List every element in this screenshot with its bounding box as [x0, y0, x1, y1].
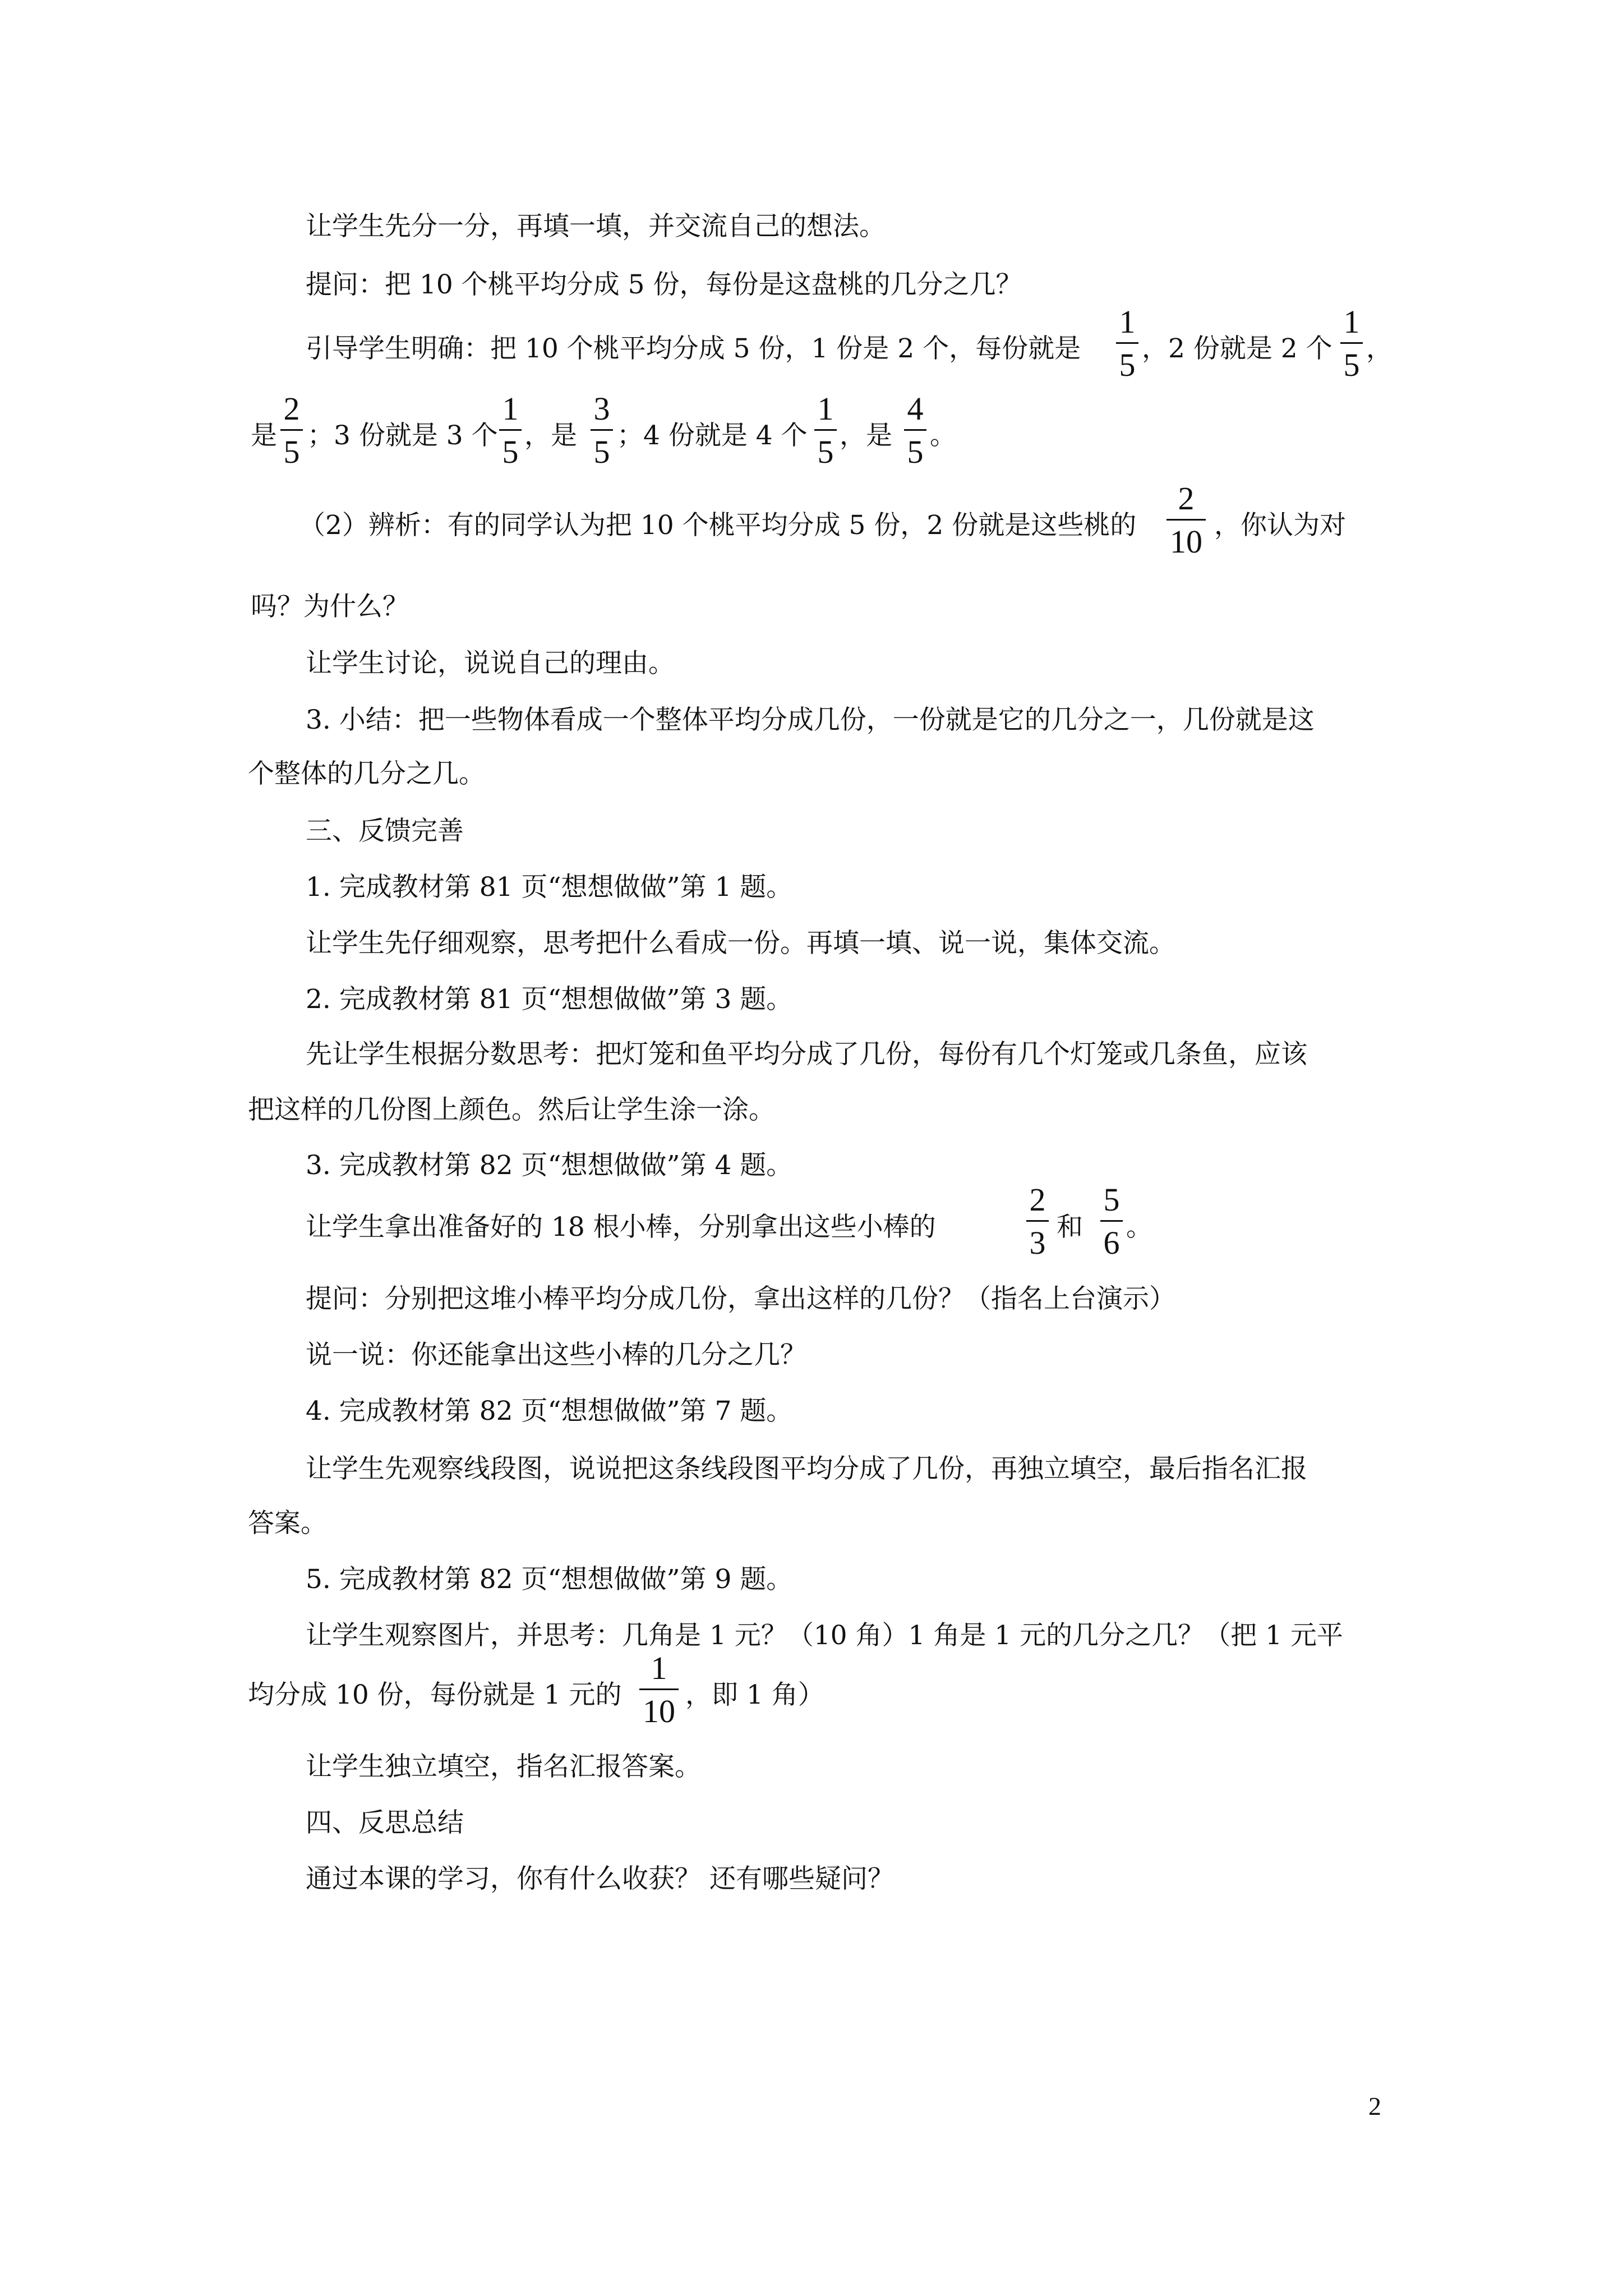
paragraph-line: 个整体的几分之几。: [248, 758, 485, 789]
paragraph-line: 让学生讨论，说说自己的理由。: [306, 648, 675, 679]
paragraph-line: ，是: [524, 420, 577, 451]
paragraph-line: ，你认为对: [1214, 510, 1346, 541]
fraction: [1116, 303, 1138, 383]
fraction: [1100, 1181, 1123, 1261]
fraction-bar: [814, 429, 837, 431]
paragraph-line: 提问：分别把这堆小棒平均分成几份，拿出这样的几份？（指名上台演示）: [306, 1283, 1175, 1314]
fraction: [280, 390, 303, 470]
paragraph-line: ；4 份就是 4 个: [617, 420, 808, 451]
fraction-numerator: 2: [283, 390, 300, 427]
fraction: [814, 390, 837, 470]
paragraph-line: 把这样的几份图上颜色。然后让学生涂一涂。: [248, 1094, 775, 1125]
fraction-denominator: 10: [643, 1693, 675, 1729]
paragraph-line: ，即 1 角）: [685, 1680, 824, 1710]
paragraph-line: 2. 完成教材第 81 页“想想做做”第 3 题。: [306, 984, 793, 1015]
fraction-denominator: 5: [502, 434, 519, 470]
paragraph-line: 4. 完成教材第 82 页“想想做做”第 7 题。: [306, 1396, 793, 1427]
fraction-bar: [639, 1688, 679, 1690]
fraction: [904, 390, 926, 470]
paragraph-line: ，是: [840, 420, 892, 451]
fraction-numerator: 1: [817, 390, 834, 427]
page-number: 2: [1368, 2092, 1381, 2120]
paragraph-line: 让学生拿出准备好的 18 根小棒，分别拿出这些小棒的: [306, 1212, 936, 1243]
fraction: [1166, 482, 1206, 558]
fraction-numerator: 1: [1343, 303, 1360, 340]
fraction-numerator: 3: [593, 390, 610, 427]
paragraph-line: ，: [1366, 333, 1393, 364]
paragraph-line: 和: [1057, 1212, 1083, 1243]
fraction-bar: [1100, 1220, 1123, 1222]
fraction-bar: [1166, 519, 1206, 521]
paragraph-line: （2）辨析：有的同学认为把 10 个桃平均分成 5 份，2 份就是这些桃的: [299, 510, 1137, 541]
paragraph-line: 让学生先观察线段图，说说把这条线段图平均分成了几份，再独立填空，最后指名汇报: [306, 1453, 1307, 1484]
fraction-numerator: 4: [907, 390, 924, 427]
paragraph-line: 5. 完成教材第 82 页“想想做做”第 9 题。: [306, 1564, 793, 1595]
paragraph-line: 先让学生根据分数思考：把灯笼和鱼平均分成了几份，每份有几个灯笼或几条鱼，应该: [306, 1039, 1307, 1070]
fraction-numerator: 2: [1178, 480, 1195, 517]
paragraph-line: 均分成 10 份，每份就是 1 元的: [248, 1680, 622, 1710]
paragraph-line: 让学生独立填空，指名汇报答案。: [306, 1751, 701, 1782]
fraction-bar: [1116, 342, 1138, 344]
fraction-denominator: 5: [283, 434, 300, 470]
paragraph-line: ；3 份就是 3 个: [307, 420, 498, 451]
paragraph-line: ，2 份就是 2 个: [1142, 333, 1332, 364]
fraction-bar: [1340, 342, 1363, 344]
fraction-numerator: 5: [1103, 1181, 1120, 1218]
fraction-denominator: 5: [593, 434, 610, 470]
fraction: [639, 1652, 679, 1728]
paragraph-line: 提问：把 10 个桃平均分成 5 份，每份是这盘桃的几分之几？: [306, 269, 1022, 300]
paragraph-line: 通过本课的学习，你有什么收获？ 还有哪些疑问？: [306, 1864, 894, 1894]
paragraph-line: 说一说：你还能拿出这些小棒的几分之几？: [306, 1340, 806, 1370]
paragraph-line: 是: [251, 420, 277, 451]
fraction: [591, 390, 613, 470]
fraction-denominator: 5: [1119, 347, 1136, 383]
fraction-bar: [499, 429, 522, 431]
paragraph-line: 引导学生明确：把 10 个桃平均分成 5 份，1 份是 2 个，每份就是: [306, 333, 1081, 364]
paragraph-line: 。: [1126, 1212, 1152, 1243]
fraction: [1026, 1181, 1049, 1261]
fraction: [1340, 303, 1363, 383]
fraction-denominator: 5: [817, 434, 834, 470]
fraction-denominator: 3: [1029, 1225, 1046, 1261]
paragraph-line: 让学生先分一分，再填一填，并交流自己的想法。: [306, 211, 886, 242]
section-heading: 四、反思总结: [306, 1807, 464, 1838]
fraction-bar: [1026, 1220, 1049, 1222]
paragraph-line: 1. 完成教材第 81 页“想想做做”第 1 题。: [306, 872, 793, 903]
fraction-numerator: 1: [1119, 303, 1136, 340]
fraction-numerator: 1: [502, 390, 519, 427]
paragraph-line: 让学生观察图片，并思考：几角是 1 元？（10 角）1 角是 1 元的几分之几？（把 1 元平: [306, 1620, 1343, 1651]
section-heading: 三、反馈完善: [306, 816, 464, 846]
fraction-denominator: 6: [1103, 1225, 1120, 1261]
fraction-denominator: 10: [1170, 523, 1202, 560]
fraction-bar: [904, 429, 926, 431]
paragraph-line: 让学生先仔细观察，思考把什么看成一份。再填一填、说一说，集体交流。: [306, 928, 1175, 959]
paragraph-line: 3. 完成教材第 82 页“想想做做”第 4 题。: [306, 1150, 793, 1181]
paragraph-line: 吗？为什么？: [251, 591, 409, 622]
fraction: [499, 390, 522, 470]
fraction-bar: [280, 429, 303, 431]
fraction-bar: [591, 429, 613, 431]
paragraph-line: 。: [930, 420, 956, 451]
paragraph-line: 答案。: [248, 1508, 327, 1539]
fraction-numerator: 2: [1029, 1181, 1046, 1218]
paragraph-line: 3. 小结：把一些物体看成一个整体平均分成几份，一份就是它的几分之一，几份就是这: [306, 705, 1315, 735]
fraction-denominator: 5: [1343, 347, 1360, 383]
fraction-numerator: 1: [651, 1650, 667, 1686]
fraction-denominator: 5: [907, 434, 924, 470]
